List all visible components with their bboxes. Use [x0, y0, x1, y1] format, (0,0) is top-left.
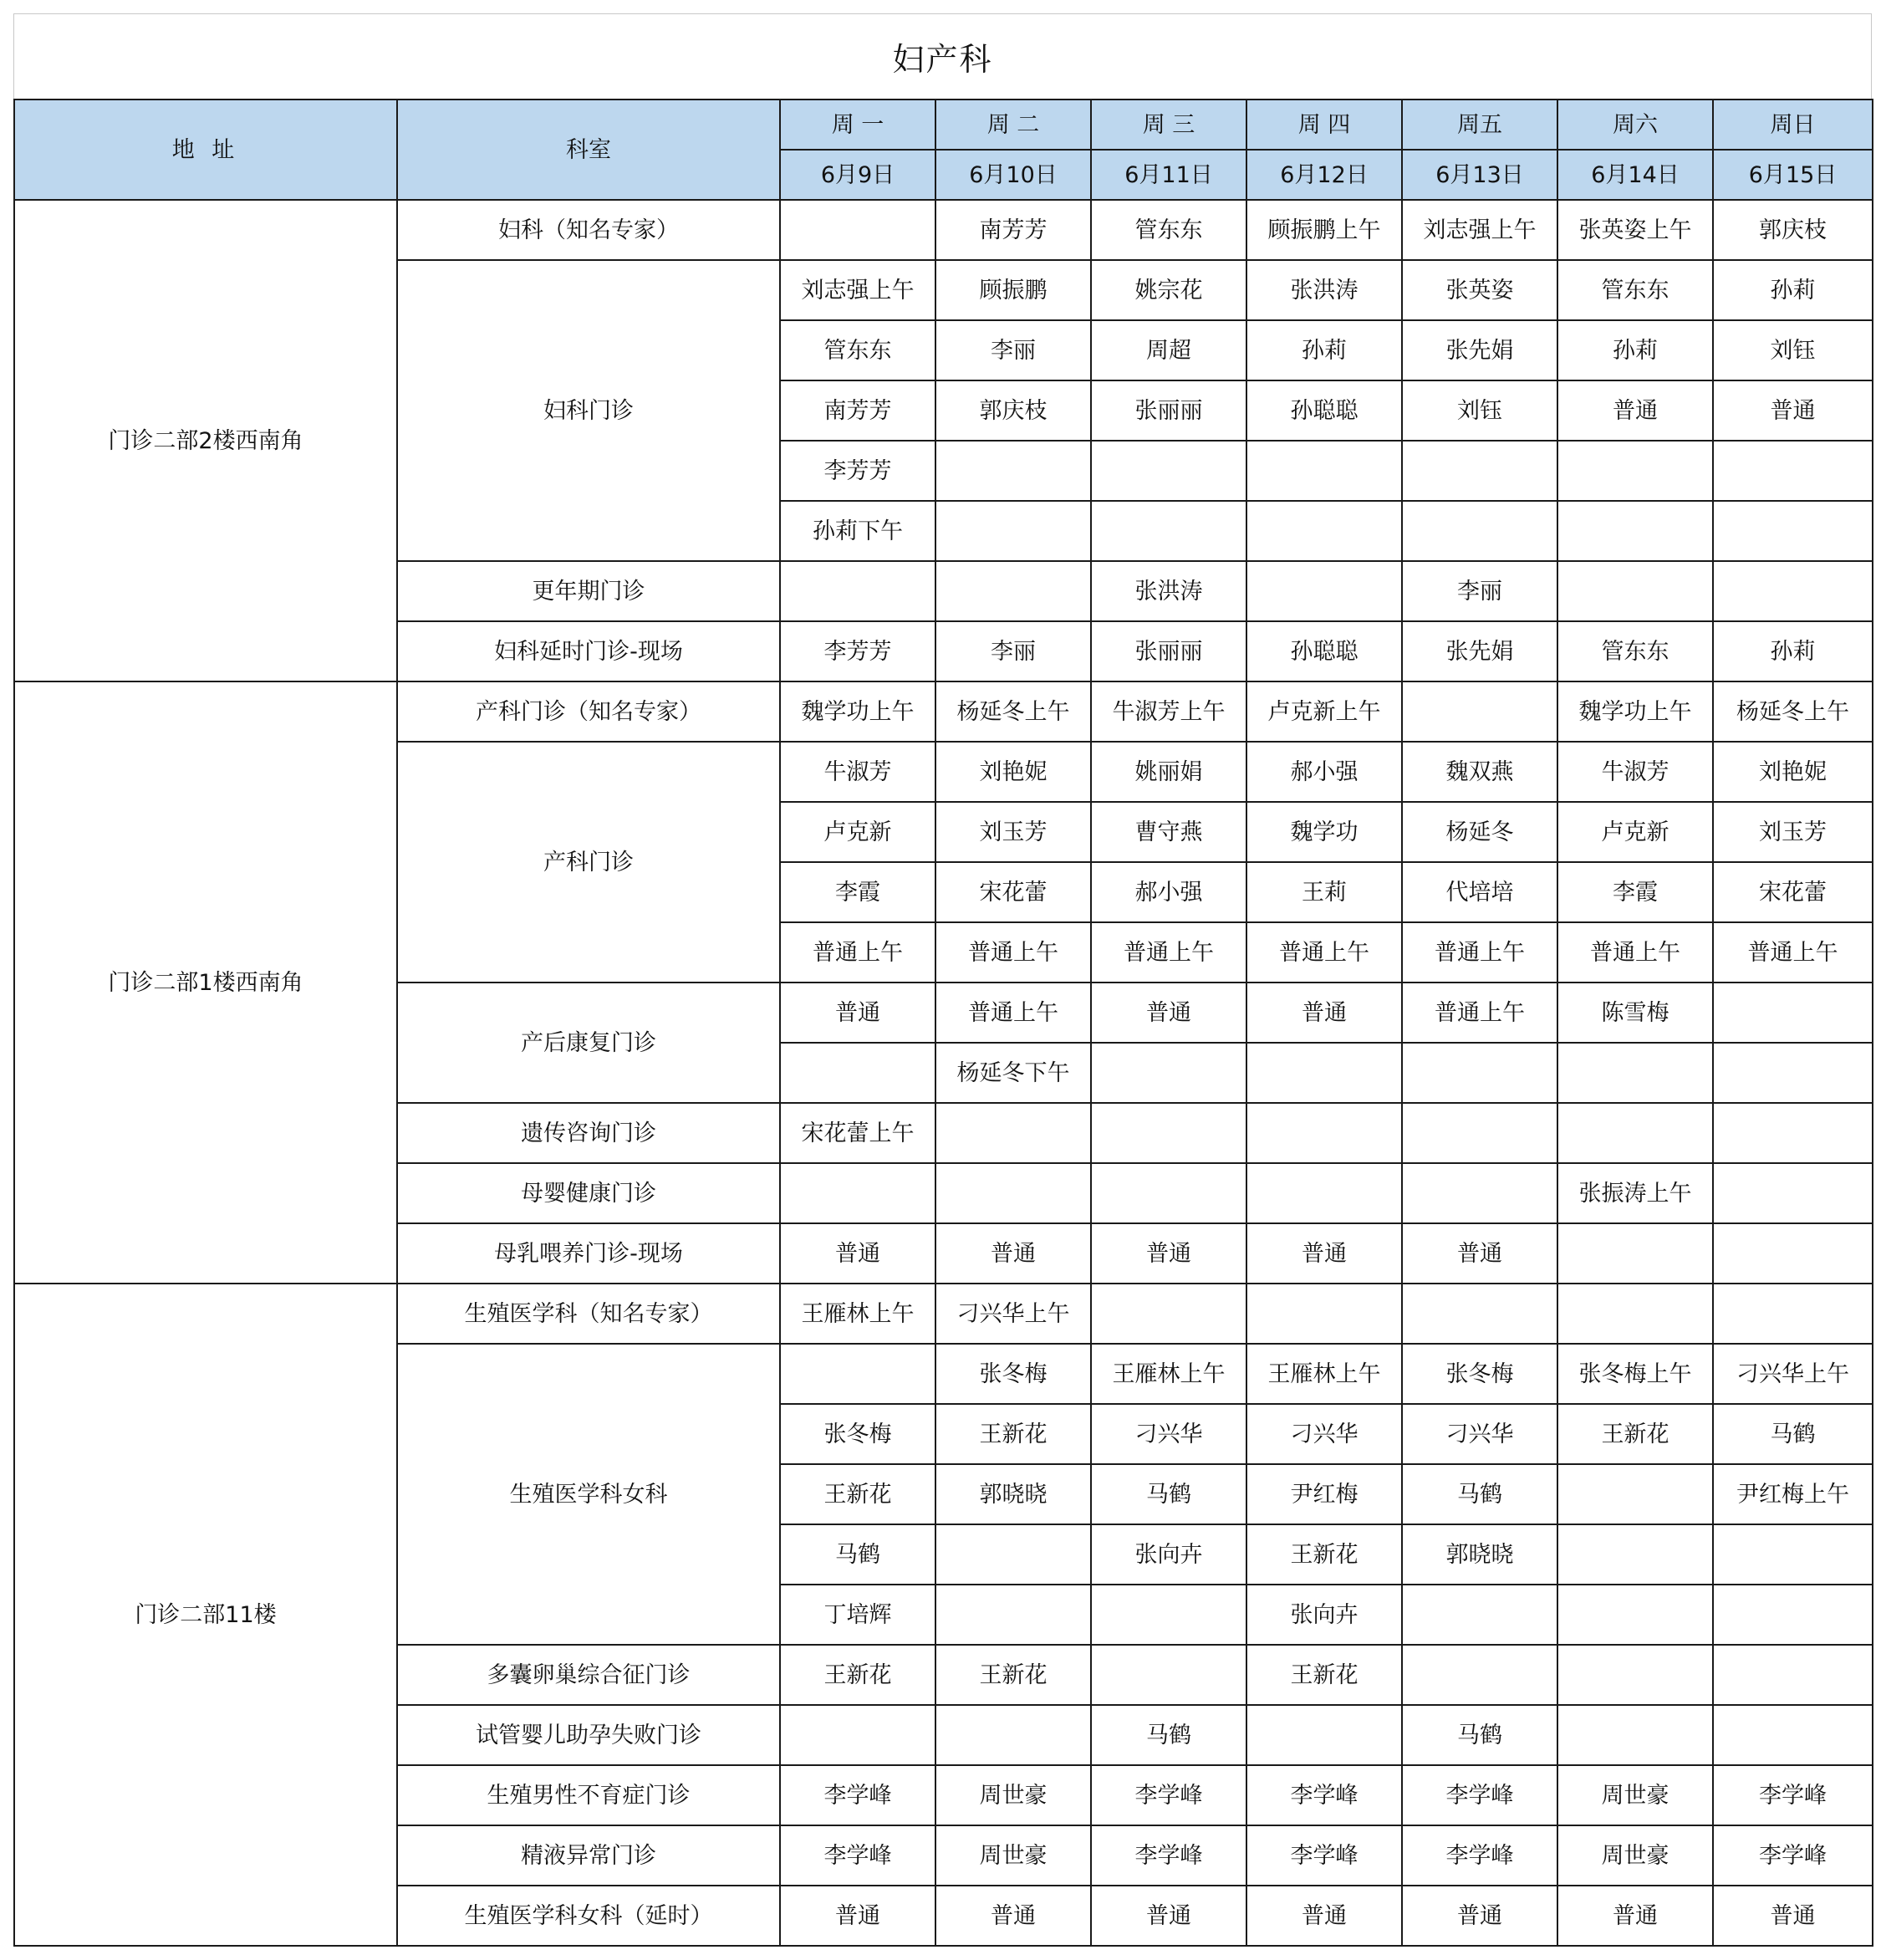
- doctor-cell: [1402, 681, 1557, 742]
- dept-cell: 母婴健康门诊: [397, 1163, 780, 1223]
- doctor-cell: 孙聪聪: [1246, 621, 1402, 681]
- doctor-cell: 周世豪: [1557, 1765, 1713, 1825]
- header-day: 周 二: [935, 100, 1091, 150]
- header-address: 地 址: [14, 100, 397, 200]
- dept-cell: 妇科（知名专家）: [397, 200, 780, 260]
- doctor-cell: 普通上午: [1402, 983, 1557, 1043]
- doctor-cell: 刘玉芳: [1713, 802, 1873, 862]
- doctor-cell: 魏学功上午: [780, 681, 935, 742]
- doctor-cell: [935, 1705, 1091, 1765]
- doctor-cell: 刘钰: [1402, 380, 1557, 441]
- doctor-cell: 尹红梅: [1246, 1464, 1402, 1524]
- doctor-cell: 普通: [780, 1223, 935, 1284]
- doctor-cell: 尹红梅上午: [1713, 1464, 1873, 1524]
- doctor-cell: 周超: [1091, 320, 1246, 380]
- doctor-cell: 李学峰: [1713, 1825, 1873, 1886]
- doctor-cell: 孙莉: [1246, 320, 1402, 380]
- doctor-cell: 普通上午: [1713, 922, 1873, 983]
- doctor-cell: [1713, 1103, 1873, 1163]
- doctor-cell: [1402, 1585, 1557, 1645]
- schedule-sheet: [13, 13, 1872, 1947]
- header-date: 6月11日: [1091, 150, 1246, 200]
- doctor-cell: [1557, 1705, 1713, 1765]
- doctor-cell: 丁培辉: [780, 1585, 935, 1645]
- doctor-cell: [1402, 1043, 1557, 1103]
- doctor-cell: [780, 200, 935, 260]
- header-day: 周日: [1713, 100, 1873, 150]
- doctor-cell: 普通上午: [1246, 922, 1402, 983]
- doctor-cell: 李学峰: [1713, 1765, 1873, 1825]
- doctor-cell: [1713, 1524, 1873, 1585]
- doctor-cell: 李丽: [935, 621, 1091, 681]
- doctor-cell: 普通: [1246, 1886, 1402, 1946]
- doctor-cell: 周世豪: [935, 1765, 1091, 1825]
- header-date: 6月14日: [1557, 150, 1713, 200]
- doctor-cell: 郭晓晓: [935, 1464, 1091, 1524]
- dept-cell: 生殖医学科（知名专家）: [397, 1284, 780, 1344]
- doctor-cell: 曹守燕: [1091, 802, 1246, 862]
- header-day: 周 三: [1091, 100, 1246, 150]
- doctor-cell: 张振涛上午: [1557, 1163, 1713, 1223]
- doctor-cell: 孙莉下午: [780, 501, 935, 561]
- doctor-cell: 牛淑芳: [1557, 742, 1713, 802]
- doctor-cell: 陈雪梅: [1557, 983, 1713, 1043]
- doctor-cell: 张向卉: [1091, 1524, 1246, 1585]
- doctor-cell: 管东东: [1557, 260, 1713, 320]
- doctor-cell: 管东东: [1091, 200, 1246, 260]
- doctor-cell: 李霞: [1557, 862, 1713, 922]
- doctor-cell: 普通: [780, 1886, 935, 1946]
- doctor-cell: [1557, 1524, 1713, 1585]
- dept-cell: 多囊卵巢综合征门诊: [397, 1645, 780, 1705]
- doctor-cell: 李芳芳: [780, 441, 935, 501]
- doctor-cell: 宋花蕾: [1713, 862, 1873, 922]
- doctor-cell: 普通上午: [1557, 922, 1713, 983]
- doctor-cell: 管东东: [780, 320, 935, 380]
- dept-cell: 生殖男性不育症门诊: [397, 1765, 780, 1825]
- header-date: 6月10日: [935, 150, 1091, 200]
- doctor-cell: 刘玉芳: [935, 802, 1091, 862]
- doctor-cell: [1713, 1585, 1873, 1645]
- doctor-cell: 普通上午: [935, 983, 1091, 1043]
- doctor-cell: 顾振鹏: [935, 260, 1091, 320]
- dept-cell: 精液异常门诊: [397, 1825, 780, 1886]
- doctor-cell: [1557, 1223, 1713, 1284]
- doctor-cell: 王新花: [935, 1645, 1091, 1705]
- doctor-cell: 李芳芳: [780, 621, 935, 681]
- doctor-cell: 郭庆枝: [1713, 200, 1873, 260]
- doctor-cell: 南芳芳: [780, 380, 935, 441]
- doctor-cell: 王雁林上午: [1246, 1344, 1402, 1404]
- doctor-cell: 普通上午: [780, 922, 935, 983]
- doctor-cell: [1713, 983, 1873, 1043]
- doctor-cell: 普通上午: [1091, 922, 1246, 983]
- dept-cell: 产后康复门诊: [397, 983, 780, 1103]
- dept-cell: 妇科门诊: [397, 260, 780, 561]
- doctor-cell: 姚丽娟: [1091, 742, 1246, 802]
- header-day: 周 四: [1246, 100, 1402, 150]
- header-day: 周六: [1557, 100, 1713, 150]
- doctor-cell: 刁兴华上午: [935, 1284, 1091, 1344]
- doctor-cell: 魏学功上午: [1557, 681, 1713, 742]
- doctor-cell: [1091, 441, 1246, 501]
- doctor-cell: [935, 1163, 1091, 1223]
- doctor-cell: 张丽丽: [1091, 621, 1246, 681]
- doctor-cell: 郝小强: [1246, 742, 1402, 802]
- doctor-cell: [935, 501, 1091, 561]
- doctor-cell: 张先娟: [1402, 621, 1557, 681]
- doctor-cell: [1557, 1103, 1713, 1163]
- doctor-cell: [1246, 501, 1402, 561]
- doctor-cell: 张冬梅: [935, 1344, 1091, 1404]
- doctor-cell: [1091, 1284, 1246, 1344]
- doctor-cell: 杨延冬下午: [935, 1043, 1091, 1103]
- doctor-cell: [780, 561, 935, 621]
- doctor-cell: 王新花: [935, 1404, 1091, 1464]
- table-row: [14, 681, 1873, 742]
- doctor-cell: 普通: [1713, 1886, 1873, 1946]
- doctor-cell: 刘志强上午: [1402, 200, 1557, 260]
- doctor-cell: [1091, 1103, 1246, 1163]
- doctor-cell: 刁兴华: [1246, 1404, 1402, 1464]
- doctor-cell: [1402, 501, 1557, 561]
- doctor-cell: [780, 1705, 935, 1765]
- header-dept: 科室: [397, 100, 780, 200]
- doctor-cell: 普通: [1091, 983, 1246, 1043]
- doctor-cell: 刘钰: [1713, 320, 1873, 380]
- doctor-cell: [1713, 1043, 1873, 1103]
- doctor-cell: 普通: [1713, 380, 1873, 441]
- header-date: 6月12日: [1246, 150, 1402, 200]
- dept-cell: 母乳喂养门诊-现场: [397, 1223, 780, 1284]
- doctor-cell: [935, 561, 1091, 621]
- doctor-cell: 普通: [1246, 983, 1402, 1043]
- doctor-cell: 郝小强: [1091, 862, 1246, 922]
- address-cell: 门诊二部1楼西南角: [14, 681, 397, 1284]
- doctor-cell: 孙莉: [1713, 621, 1873, 681]
- dept-cell: 生殖医学科女科（延时）: [397, 1886, 780, 1946]
- doctor-cell: [1246, 1163, 1402, 1223]
- header-day: 周五: [1402, 100, 1557, 150]
- doctor-cell: 李学峰: [1091, 1765, 1246, 1825]
- doctor-cell: [1246, 561, 1402, 621]
- doctor-cell: 姚宗花: [1091, 260, 1246, 320]
- doctor-cell: 宋花蕾: [935, 862, 1091, 922]
- doctor-cell: 刁兴华: [1091, 1404, 1246, 1464]
- doctor-cell: 王新花: [780, 1645, 935, 1705]
- doctor-cell: 张冬梅: [780, 1404, 935, 1464]
- dept-cell: 生殖医学科女科: [397, 1344, 780, 1645]
- doctor-cell: 普通: [780, 983, 935, 1043]
- doctor-cell: 李学峰: [780, 1765, 935, 1825]
- doctor-cell: 刘艳妮: [935, 742, 1091, 802]
- doctor-cell: 张英姿上午: [1557, 200, 1713, 260]
- address-cell: 门诊二部11楼: [14, 1284, 397, 1946]
- doctor-cell: [1713, 501, 1873, 561]
- header-date: 6月15日: [1713, 150, 1873, 200]
- doctor-cell: [1557, 561, 1713, 621]
- doctor-cell: 李丽: [935, 320, 1091, 380]
- doctor-cell: 李学峰: [1246, 1825, 1402, 1886]
- doctor-cell: 张洪涛: [1246, 260, 1402, 320]
- doctor-cell: [1713, 1163, 1873, 1223]
- doctor-cell: 张向卉: [1246, 1585, 1402, 1645]
- doctor-cell: 卢克新: [1557, 802, 1713, 862]
- doctor-cell: [1091, 1585, 1246, 1645]
- doctor-cell: 王新花: [1246, 1645, 1402, 1705]
- doctor-cell: 马鹤: [1091, 1464, 1246, 1524]
- doctor-cell: 李学峰: [780, 1825, 935, 1886]
- doctor-cell: 刘艳妮: [1713, 742, 1873, 802]
- doctor-cell: 李学峰: [1091, 1825, 1246, 1886]
- doctor-cell: [1713, 561, 1873, 621]
- doctor-cell: 周世豪: [1557, 1825, 1713, 1886]
- schedule-table: [13, 99, 1873, 1947]
- doctor-cell: 牛淑芳: [780, 742, 935, 802]
- doctor-cell: [1713, 441, 1873, 501]
- doctor-cell: 刁兴华: [1402, 1404, 1557, 1464]
- doctor-cell: [1557, 441, 1713, 501]
- doctor-cell: 代培培: [1402, 862, 1557, 922]
- doctor-cell: 孙莉: [1713, 260, 1873, 320]
- table-row: [14, 200, 1873, 260]
- doctor-cell: [1713, 1645, 1873, 1705]
- doctor-cell: 南芳芳: [935, 200, 1091, 260]
- doctor-cell: 张英姿: [1402, 260, 1557, 320]
- doctor-cell: [1402, 441, 1557, 501]
- doctor-cell: [1246, 1043, 1402, 1103]
- doctor-cell: 马鹤: [1713, 1404, 1873, 1464]
- doctor-cell: 普通: [1402, 1886, 1557, 1946]
- doctor-cell: 王雁林上午: [1091, 1344, 1246, 1404]
- doctor-cell: [1091, 1163, 1246, 1223]
- dept-cell: 产科门诊（知名专家）: [397, 681, 780, 742]
- doctor-cell: 牛淑芳上午: [1091, 681, 1246, 742]
- doctor-cell: 杨延冬上午: [935, 681, 1091, 742]
- doctor-cell: 卢克新: [780, 802, 935, 862]
- doctor-cell: 普通上午: [935, 922, 1091, 983]
- doctor-cell: [1246, 1103, 1402, 1163]
- doctor-cell: 张冬梅: [1402, 1344, 1557, 1404]
- doctor-cell: 孙聪聪: [1246, 380, 1402, 441]
- doctor-cell: [1713, 1223, 1873, 1284]
- doctor-cell: 王雁林上午: [780, 1284, 935, 1344]
- doctor-cell: [1713, 1284, 1873, 1344]
- doctor-cell: 魏学功: [1246, 802, 1402, 862]
- doctor-cell: [780, 1043, 935, 1103]
- header-date: 6月13日: [1402, 150, 1557, 200]
- doctor-cell: 普通: [1402, 1223, 1557, 1284]
- doctor-cell: 王新花: [1557, 1404, 1713, 1464]
- doctor-cell: 马鹤: [1402, 1705, 1557, 1765]
- doctor-cell: [1091, 501, 1246, 561]
- doctor-cell: 马鹤: [1402, 1464, 1557, 1524]
- dept-cell: 产科门诊: [397, 742, 780, 983]
- table-header: [14, 100, 1873, 200]
- doctor-cell: 郭庆枝: [935, 380, 1091, 441]
- doctor-cell: [1557, 1284, 1713, 1344]
- doctor-cell: 王新花: [1246, 1524, 1402, 1585]
- doctor-cell: 李学峰: [1246, 1765, 1402, 1825]
- doctor-cell: [935, 441, 1091, 501]
- header-day: 周 一: [780, 100, 935, 150]
- doctor-cell: 李丽: [1402, 561, 1557, 621]
- doctor-cell: 刁兴华上午: [1713, 1344, 1873, 1404]
- doctor-cell: [1402, 1645, 1557, 1705]
- doctor-cell: [1557, 501, 1713, 561]
- doctor-cell: [1402, 1103, 1557, 1163]
- doctor-cell: 魏双燕: [1402, 742, 1557, 802]
- doctor-cell: 李学峰: [1402, 1825, 1557, 1886]
- doctor-cell: 管东东: [1557, 621, 1713, 681]
- doctor-cell: [935, 1103, 1091, 1163]
- doctor-cell: 顾振鹏上午: [1246, 200, 1402, 260]
- doctor-cell: 郭晓晓: [1402, 1524, 1557, 1585]
- doctor-cell: 张丽丽: [1091, 380, 1246, 441]
- doctor-cell: 普通: [1091, 1886, 1246, 1946]
- dept-cell: 妇科延时门诊-现场: [397, 621, 780, 681]
- doctor-cell: 王莉: [1246, 862, 1402, 922]
- doctor-cell: 王新花: [780, 1464, 935, 1524]
- page-title: 妇产科: [13, 13, 1872, 99]
- doctor-cell: 普通: [935, 1223, 1091, 1284]
- doctor-cell: 李霞: [780, 862, 935, 922]
- doctor-cell: [1246, 441, 1402, 501]
- header-date: 6月9日: [780, 150, 935, 200]
- dept-cell: 试管婴儿助孕失败门诊: [397, 1705, 780, 1765]
- doctor-cell: [935, 1585, 1091, 1645]
- doctor-cell: [1713, 1705, 1873, 1765]
- doctor-cell: 刘志强上午: [780, 260, 935, 320]
- doctor-cell: 张冬梅上午: [1557, 1344, 1713, 1404]
- doctor-cell: 马鹤: [780, 1524, 935, 1585]
- doctor-cell: [1402, 1163, 1557, 1223]
- doctor-cell: 张洪涛: [1091, 561, 1246, 621]
- doctor-cell: 普通上午: [1402, 922, 1557, 983]
- doctor-cell: 普通: [1246, 1223, 1402, 1284]
- doctor-cell: [1557, 1645, 1713, 1705]
- doctor-cell: [1246, 1284, 1402, 1344]
- doctor-cell: [1091, 1043, 1246, 1103]
- table-row: [14, 1284, 1873, 1344]
- doctor-cell: 杨延冬: [1402, 802, 1557, 862]
- doctor-cell: 张先娟: [1402, 320, 1557, 380]
- doctor-cell: [780, 1344, 935, 1404]
- dept-cell: 更年期门诊: [397, 561, 780, 621]
- doctor-cell: 普通: [1091, 1223, 1246, 1284]
- doctor-cell: [780, 1163, 935, 1223]
- doctor-cell: 周世豪: [935, 1825, 1091, 1886]
- doctor-cell: 普通: [1557, 1886, 1713, 1946]
- doctor-cell: 孙莉: [1557, 320, 1713, 380]
- doctor-cell: 马鹤: [1091, 1705, 1246, 1765]
- doctor-cell: 宋花蕾上午: [780, 1103, 935, 1163]
- doctor-cell: 李学峰: [1402, 1765, 1557, 1825]
- dept-cell: 遗传咨询门诊: [397, 1103, 780, 1163]
- table-body: [14, 200, 1873, 1946]
- doctor-cell: [1091, 1645, 1246, 1705]
- doctor-cell: [1557, 1043, 1713, 1103]
- doctor-cell: [1557, 1464, 1713, 1524]
- doctor-cell: 卢克新上午: [1246, 681, 1402, 742]
- doctor-cell: [1246, 1705, 1402, 1765]
- doctor-cell: [935, 1524, 1091, 1585]
- doctor-cell: 杨延冬上午: [1713, 681, 1873, 742]
- doctor-cell: [1402, 1284, 1557, 1344]
- doctor-cell: [1557, 1585, 1713, 1645]
- doctor-cell: 普通: [1557, 380, 1713, 441]
- doctor-cell: 普通: [935, 1886, 1091, 1946]
- address-cell: 门诊二部2楼西南角: [14, 200, 397, 681]
